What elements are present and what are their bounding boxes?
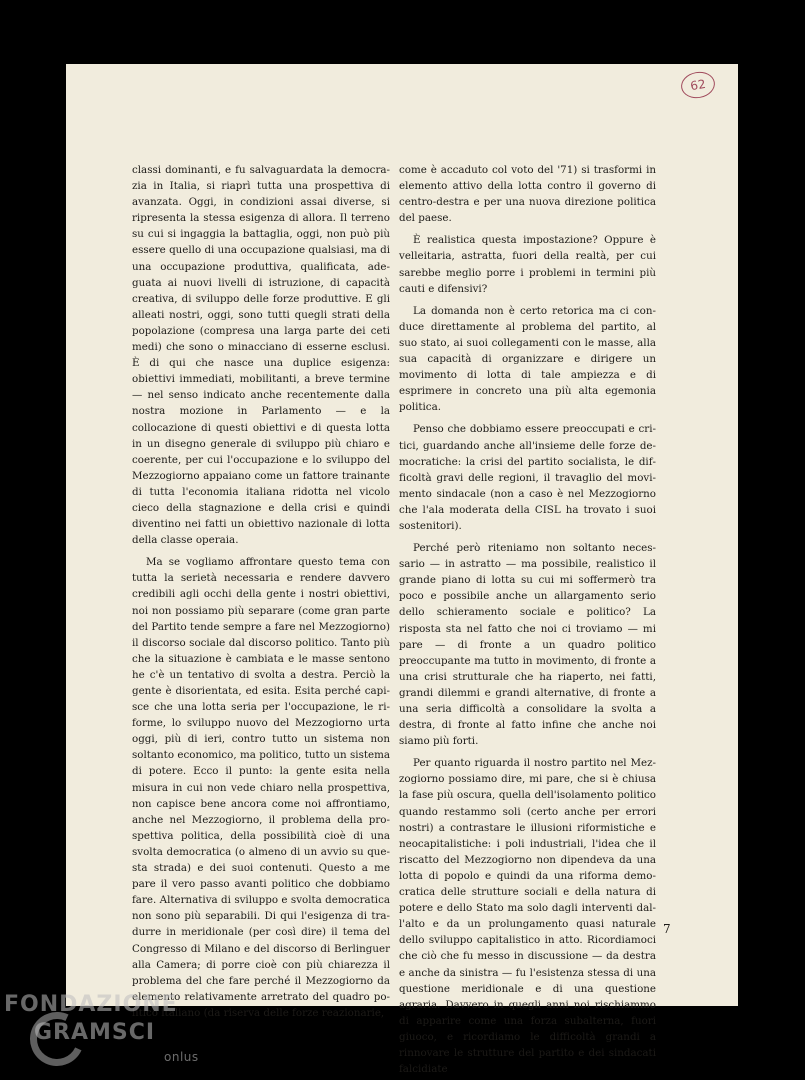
right-column xyxy=(399,162,656,1077)
left-column xyxy=(132,162,390,1021)
paragraph: Penso che dobbiamo essere preoccupati e critici, guardando anche all'insieme delle forze democratiche: la crisi del partito socialista, le difficoltà gravi delle regioni, il travaglio del movimento sindacale (non a caso è nel Mezzogiorno che l'ala moderata della CISL ha trovato i suoi sostenitori). xyxy=(399,423,656,532)
page-number: 7 xyxy=(663,922,671,936)
paragraph: Perché però riteniamo non soltanto necessario — in astratto — ma possibile, realistico il grande piano di lotta su cui mi soffermerò tra poco e possibile anche un allargamento serio dello schieramento sociale e politico? La risposta sta nel fatto che noi ci troviamo — mi pare — di fronte a un quadro politico preoccupante ma tutto in movimento, di fronte a una crisi strutturale che ha riaperto, nei fatti, grandi dilemmi e grandi alternative, di fronte a una seria difficoltà a consolidare la svolta a destra, di fronte al fatto infine che anche noi siamo più forti. xyxy=(399,542,656,748)
paragraph: come è accaduto col voto del '71) si trasformi in elemento attivo della lotta contro il governo di centro-destra e per una nuova direzione politica del paese. xyxy=(399,164,656,225)
fondazione-gramsci-watermark xyxy=(4,990,204,1076)
paragraph: Per quanto riguarda il nostro partito nel Mezzogiorno possiamo dire, mi pare, che si è chiusa la fase più oscura, quella dell'isolamento politico quando restammo soli (certo anche per errori nostri) a contrastare le illusioni riformistiche e neocapitalistiche: i poli industriali, l'idea che il riscatto del Mezzogiorno non dipendeva da una lotta di popolo e quindi da una riforma democratica delle strutture sociali e della natura di potere e dello Stato ma solo dagli interventi dall'alto e da un prolungamento quasi naturale dello sviluppo capitalistico in atto. Ricordiamoci che ciò che fu messo in discussione — da destra e anche da sinistra — fu l'esistenza stessa di una questione meridionale e di una questione agraria. Davvero in quegli anni noi rischiammo di apparire come una forza subalterna, fuori giuoco, e ricordiamo le difficoltà grandi a rinnovare le strutture del partito e dei sindacati falcidiate xyxy=(399,757,656,1076)
paragraph: È realistica questa impostazione? Oppure è velleitaria, astratta, fuori della realtà, per cui sarebbe meglio porre i problemi in termini più cauti e difensivi? xyxy=(399,234,656,295)
paragraph: classi dominanti, e fu salvaguardata la democrazia in Italia, si riaprì tutta una prospettiva di avanzata. Oggi, in condizioni assai diverse, si ripresenta la stessa esigenza di allora. Il terreno su cui si ingaggia la battaglia, oggi, non può più essere quello di una occupazione qualsiasi, ma di una occupazione produttiva, qualificata, adeguata ai nuovi livelli di istruzione, di capacità creativa, di sviluppo delle forze produttive. E gli alleati nostri, oggi, sono tutti quegli strati della popolazione (compresa una larga parte dei ceti medi) che sono o minacciano di esserne esclusi. È di qui che nasce una duplice esigenza: obiettivi immediati, mobilitanti, a breve termine — nel senso indicato anche recentemente dalla nostra mozione in Parlamento — e la collocazione di questi obiettivi e di questa lotta in un disegno generale di sviluppo più chiaro e coerente, per cui l'occupazione e lo sviluppo del Mezzogiorno appaiano come un fattore trainante di tutta l'economia italiana ridotta nel vicolo cieco della stagnazione e della crisi e quindi diventino nei fatti un obiettivo nazionale di lotta della classe operaia. xyxy=(132,164,390,547)
watermark-line2: GRAMSCI xyxy=(34,1020,156,1045)
paragraph: La domanda non è certo retorica ma ci conduce direttamente al problema del partito, al suo stato, ai suoi collegamenti con le masse, alla sua capacità di organizzare e dirigere un movimento di lotta di tale ampiezza e di esprimere in concreto una più alta egemonia politica. xyxy=(399,304,656,414)
watermark-line1: FONDAZIONE xyxy=(4,992,178,1017)
paragraph: Ma se vogliamo affrontare questo tema con tutta la serietà necessaria e rendere davvero credibili agli occhi della gente i nostri obiettivi, noi non possiamo più separare (come gran parte del Partito tende sempre a fare nel Mezzogiorno) il discorso sociale dal discorso politico. Tanto più che la situazione è cambiata e le masse sentono he c'è un tentativo di svolta a destra. Perciò la gente è disorientata, ed esita. Esita perché capisce che una lotta seria per l'occupazione, le riforme, lo sviluppo nuovo del Mezzogiorno urta oggi, più di ieri, contro tutto un sistema non soltanto economico, ma politico, tutto un sistema di potere. Ecco il punto: la gente esita nella misura in cui non vede chiaro nella prospettiva, non capisce bene ancora come noi affrontiamo, anche nel Mezzogiorno, il problema della prospettiva politica, della possibilità cioè di una svolta democratica (o almeno di un avvio su questa strada) e dei suoi contenuti. Questo a me pare il vero passo avanti politico che dobbiamo fare. Alternativa di sviluppo e svolta democratica non sono più separabili. Di qui l'esigenza di tradurre in meridionale (per così dire) il tema del Congresso di Milano e del discorso di Berlinguer alla Camera; di porre cioè con più chiarezza il problema del che fare perché il Mezzogiorno da elemento relativamente arretrato del quadro politico italiano (da riserva delle forze reazionarie, xyxy=(132,556,390,1019)
watermark-line3: onlus xyxy=(164,1050,199,1064)
archive-number-stamp: 62 xyxy=(679,69,717,101)
